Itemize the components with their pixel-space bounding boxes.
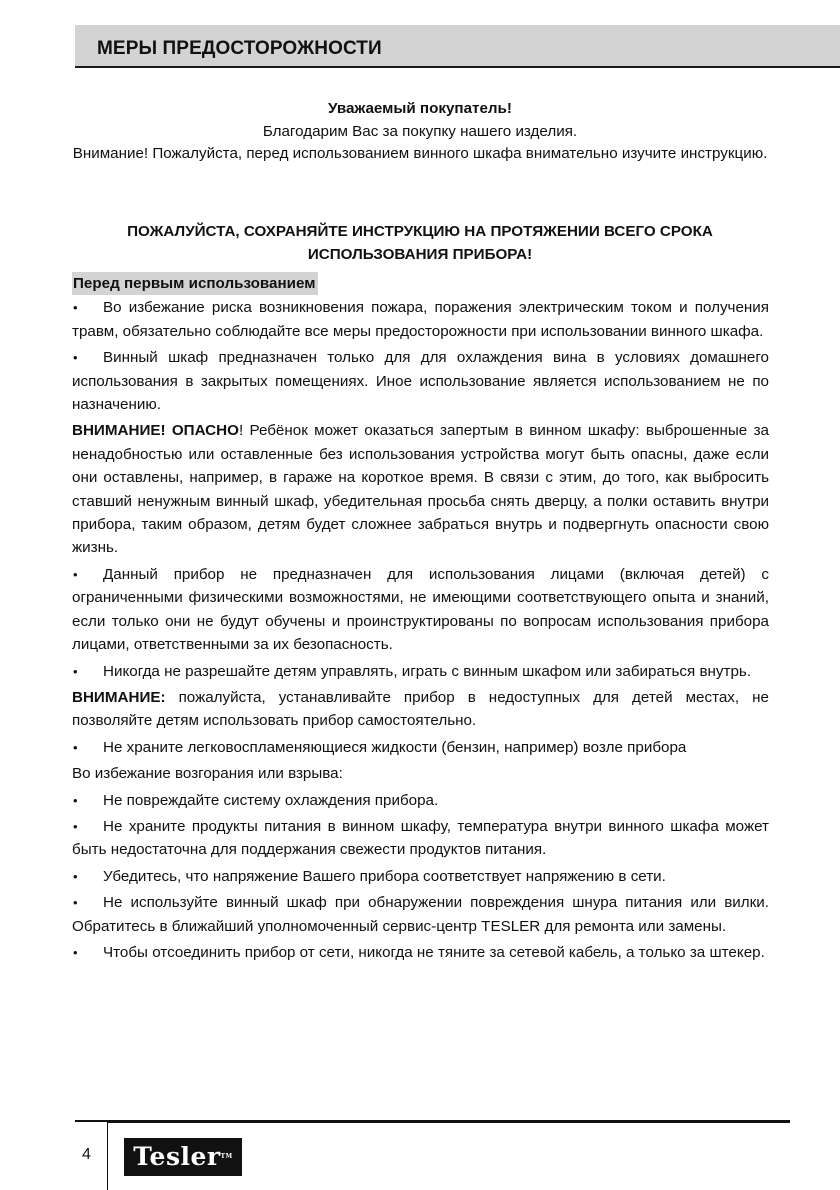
list-item: • Данный прибор не предназначен для использования лицами (включая детей) с ограниченными физическими возможностями, не имеющими соответствующего опыта и знаний, если только они не будут обучены и проинструктированы по вопросам использования прибора лицами, ответственными за их безопасность.	[72, 563, 769, 657]
bullet-icon: •	[73, 566, 78, 582]
list-item: • Не храните продукты питания в винном шкафу, температура внутри винного шкафа может быть недостаточна для поддержания свежести продуктов питания.	[72, 815, 769, 862]
section-heading: Перед первым использованием	[72, 272, 318, 295]
bullet-icon: •	[73, 868, 78, 884]
list-item: • Не повреждайте систему охлаждения прибора.	[72, 789, 769, 812]
list-item: • Не храните легковоспламеняющиеся жидкости (бензин, например) возле прибора	[72, 736, 769, 759]
danger-paragraph: ВНИМАНИЕ! ОПАСНО! Ребёнок может оказаться запертым в винном шкафу: выброшенные за ненадобностью или оставленные без использования устройства могут быть опасны, даже если они оставлены, например, в гараже на короткое время. В связи с этим, до того, как выбросить ставший ненужным винный шкаф, убедительная просьба снять дверцу, а полки оставить внутри прибора, таким образом, детям будет сложнее забраться внутрь и подвергнуть опасности свою жизнь.	[72, 422, 769, 557]
page-title: МЕРЫ ПРЕДОСТОРОЖНОСТИ	[97, 38, 382, 59]
list-item: • Винный шкаф предназначен только для для охлаждения вина в условиях домашнего использования в закрытых помещениях. Иное использование является использованием не по назначению.	[72, 346, 769, 416]
page-number: 4	[82, 1146, 91, 1163]
attention-line: Внимание! Пожалуйста, перед использованием винного шкафа внимательно изучите инструкцию.	[72, 145, 768, 162]
bullet-icon: •	[73, 895, 78, 911]
bullet-icon: •	[73, 300, 78, 316]
list-item: • Чтобы отсоединить прибор от сети, никогда не тяните за сетевой кабель, а только за штекер.	[72, 941, 769, 964]
bullet-icon: •	[73, 944, 78, 960]
bullet-icon: •	[73, 792, 78, 808]
header-divider	[75, 66, 840, 68]
page-number-box	[75, 1122, 108, 1190]
list-item: • Никогда не разрешайте детям управлять, играть с винным шкафом или забираться внутрь.	[72, 660, 769, 683]
list-item: • Убедитесь, что напряжение Вашего прибора соответствует напряжению в сети.	[72, 865, 769, 888]
warning-label: ВНИМАНИЕ:	[72, 688, 166, 706]
fire-intro: Во избежание возгорания или взрыва:	[72, 765, 343, 783]
danger-label: ВНИМАНИЕ! ОПАСНО	[72, 422, 239, 440]
thanks-line: Благодарим Вас за покупку нашего изделия.	[262, 122, 578, 140]
bullet-icon: •	[73, 818, 78, 834]
warning-paragraph: ВНИМАНИЕ: пожалуйста, устанавливайте прибор в недоступных для детей местах, не позволяйте детям использовать прибор самостоятельно.	[72, 688, 769, 730]
bullet-icon: •	[73, 350, 78, 366]
safety-section	[72, 272, 769, 967]
intro-block	[72, 98, 768, 166]
tesler-logo: Tesler™	[124, 1138, 242, 1176]
keep-manual-notice: ПОЖАЛУЙСТА, СОХРАНЯЙТЕ ИНСТРУКЦИЮ НА ПРОТЯЖЕНИИ ВСЕГО СРОКА ИСПОЛЬЗОВАНИЯ ПРИБОРА!	[127, 223, 713, 263]
bullet-icon: •	[73, 663, 78, 679]
bullet-icon: •	[73, 739, 78, 755]
footer-divider	[75, 1120, 790, 1123]
list-item: • Не используйте винный шкаф при обнаружении повреждения шнура питания или вилки. Обратитесь в ближайший уполномоченный сервис-центр TESLER для ремонта или замены.	[72, 891, 769, 938]
trademark-mark: TM	[220, 1153, 233, 1160]
greeting: Уважаемый покупатель!	[328, 100, 512, 117]
list-item: • Во избежание риска возникновения пожара, поражения электрическим током и получения травм, обязательно соблюдайте все меры предосторожности при использовании винного шкафа.	[72, 296, 769, 343]
